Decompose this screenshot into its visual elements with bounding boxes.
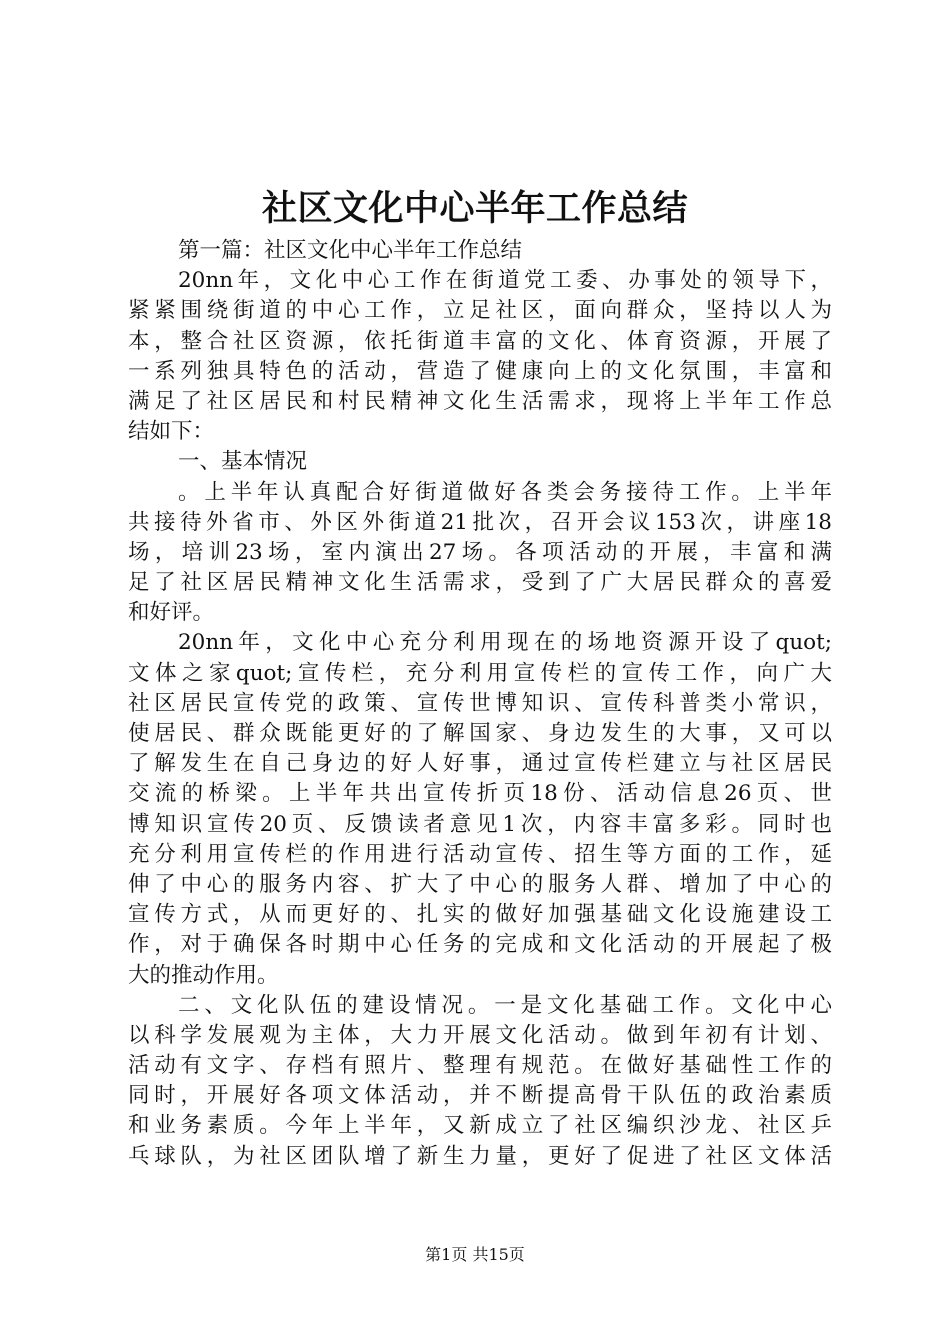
body-line: 和好评。 <box>128 600 215 626</box>
body-line: 充分利用宣传栏的作用进行活动宣传、招生等方面的工作，延 <box>128 841 832 867</box>
body-line: 二、文化队伍的建设情况。一是文化基础工作。文化中心 <box>178 992 832 1018</box>
body-line: 和业务素质。今年上半年，又新成立了社区编织沙龙、社区乒 <box>128 1113 832 1139</box>
body-line: 共接待外省市、外区外街道21批次，召开会议153次，讲座18 <box>128 509 832 535</box>
body-line: 博知识宣传20页、反馈读者意见1次，内容丰富多彩。同时也 <box>128 811 832 837</box>
body-line: 一、基本情况 <box>178 449 308 475</box>
body-line: 一系列独具特色的活动，营造了健康向上的文化氛围，丰富和 <box>128 358 832 384</box>
body-line: 以科学发展观为主体，大力开展文化活动。做到年初有计划、 <box>128 1022 832 1048</box>
body-line: 了解发生在自己身边的好人好事，通过宣传栏建立与社区居民 <box>128 751 832 777</box>
body-line: 社区居民宣传党的政策、宣传世博知识、宣传科普类小常识， <box>128 690 832 716</box>
body-line: 场，培训23场，室内演出27场。各项活动的开展，丰富和满 <box>128 539 832 565</box>
body-line: 同时，开展好各项文体活动，并不断提高骨干队伍的政治素质 <box>128 1083 832 1109</box>
body-line: 乓球队，为社区团队增了新生力量，更好了促进了社区文体活 <box>128 1143 832 1169</box>
document-body <box>128 236 832 1172</box>
document-title: 社区文化中心半年工作总结 <box>261 189 688 229</box>
body-line: 宣传方式，从而更好的、扎实的做好加强基础文化设施建设工 <box>128 902 832 928</box>
page-footer: 第1页 共15页 <box>425 1245 525 1264</box>
body-line: 第一篇：社区文化中心半年工作总结 <box>178 238 523 263</box>
body-line: 足了社区居民精神文化生活需求，受到了广大居民群众的喜爱 <box>128 570 832 596</box>
body-line: 交流的桥梁。上半年共出宣传折页18份、活动信息26页、世 <box>128 781 832 807</box>
body-line: 伸了中心的服务内容、扩大了中心的服务人群、增加了中心的 <box>128 871 832 897</box>
body-line: 本，整合社区资源，依托街道丰富的文化、体育资源，开展了 <box>128 328 832 354</box>
body-line: 使居民、群众既能更好的了解国家、身边发生的大事，又可以 <box>128 721 832 746</box>
body-line: 紧紧围绕街道的中心工作，立足社区，面向群众，坚持以人为 <box>128 298 832 324</box>
body-line: 大的推动作用。 <box>128 962 279 988</box>
body-line: 。上半年认真配合好街道做好各类会务接待工作。上半年 <box>178 479 832 505</box>
body-line: 文体之家quot;宣传栏，充分利用宣传栏的宣传工作，向广大 <box>128 660 832 686</box>
body-line: 20nn年，文化中心充分利用现在的场地资源开设了quot; <box>178 630 832 656</box>
body-line: 结如下： <box>128 419 215 445</box>
body-line: 20nn年，文化中心工作在街道党工委、办事处的领导下， <box>178 268 832 294</box>
body-line: 满足了社区居民和村民精神文化生活需求，现将上半年工作总 <box>128 388 832 414</box>
body-line: 活动有文字、存档有照片、整理有规范。在做好基础性工作的 <box>128 1053 832 1079</box>
body-line: 作，对于确保各时期中心任务的完成和文化活动的开展起了极 <box>128 932 832 958</box>
